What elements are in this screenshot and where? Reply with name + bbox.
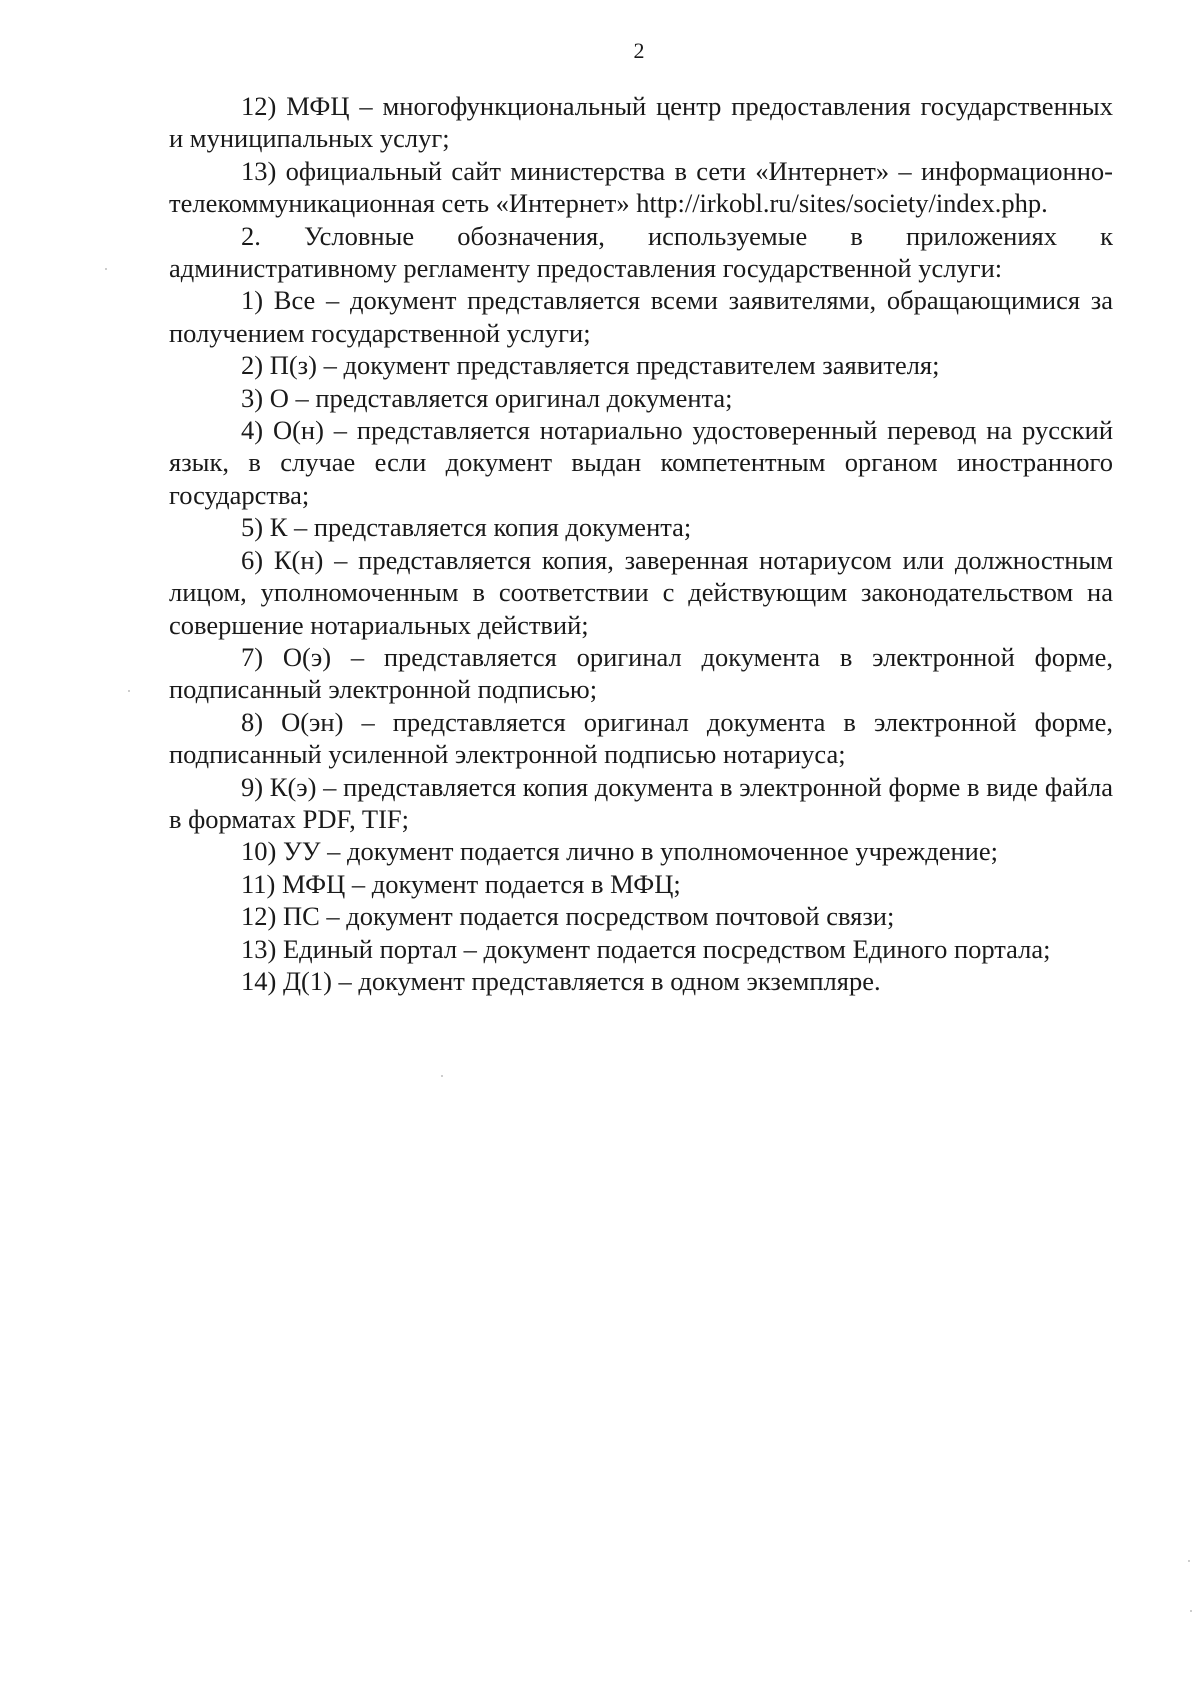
legend-item-k: 5) К – представляется копия документа; [241,512,692,543]
legend-item-edinyi-portal: 13) Единый портал – документ подается посредством Единого портала; [241,933,1051,964]
legend-item-mfc: 11) МФЦ – документ подается в МФЦ; [241,868,681,899]
legend-item-uu: 10) УУ – документ подается лично в уполномоченное учреждение; [241,836,998,867]
scan-speck [1190,1610,1192,1612]
legend-item-o-e: 7) О(э) – представляется оригинал документа в электронной форме, подписанный электронной подписью; [169,641,1113,705]
legend-item-o-en: 8) О(эн) – представляется оригинал документа в электронной форме, подписанный усиленной электронной подписью нотариуса; [169,706,1113,770]
scan-speck [441,1075,443,1077]
legend-item-k-n: 6) К(н) – представляется копия, заверенная нотариусом или должностным лицом, уполномоченным в соответствии с действующим законодательством на совершение нотариальных действий; [169,544,1113,640]
legend-item-o: 3) О – представляется оригинал документа; [241,382,733,413]
document-body [169,90,1113,997]
legend-item-p-z: 2) П(з) – документ представляется представителем заявителя; [241,350,940,381]
legend-item-o-n: 4) О(н) – представляется нотариально удостоверенный перевод на русский язык, в случае если документ выдан компетентным органом иностранного государства; [169,415,1113,510]
scan-speck [105,268,107,270]
scan-speck [128,690,130,692]
legend-item-d1: 14) Д(1) – документ представляется в одном экземпляре. [241,965,881,996]
legend-item-vse: 1) Все – документ представляется всеми заявителями, обращающимися за получением государственной услуги; [169,285,1113,348]
paragraph-legend-intro: 2. Условные обозначения, используемые в приложениях к административному регламенту предоставления государственной услуги: [169,220,1113,284]
paragraph-official-site: 13) официальный сайт министерства в сети «Интернет» – информационно-телекоммуникационная сеть «Интернет» http://irkobl.ru/sites/society/index.php. [169,155,1113,219]
legend-item-k-e: 9) К(э) – представляется копия документа в электронной форме в виде файла в форматах PDF, TIF; [169,771,1113,834]
page-number: 2 [633,38,645,63]
scan-speck [1188,1560,1190,1562]
paragraph-mfc-definition: 12) МФЦ – многофункциональный центр предоставления государственных и муниципальных услуг; [169,91,1113,154]
legend-item-ps: 12) ПС – документ подается посредством почтовой связи; [241,901,895,932]
